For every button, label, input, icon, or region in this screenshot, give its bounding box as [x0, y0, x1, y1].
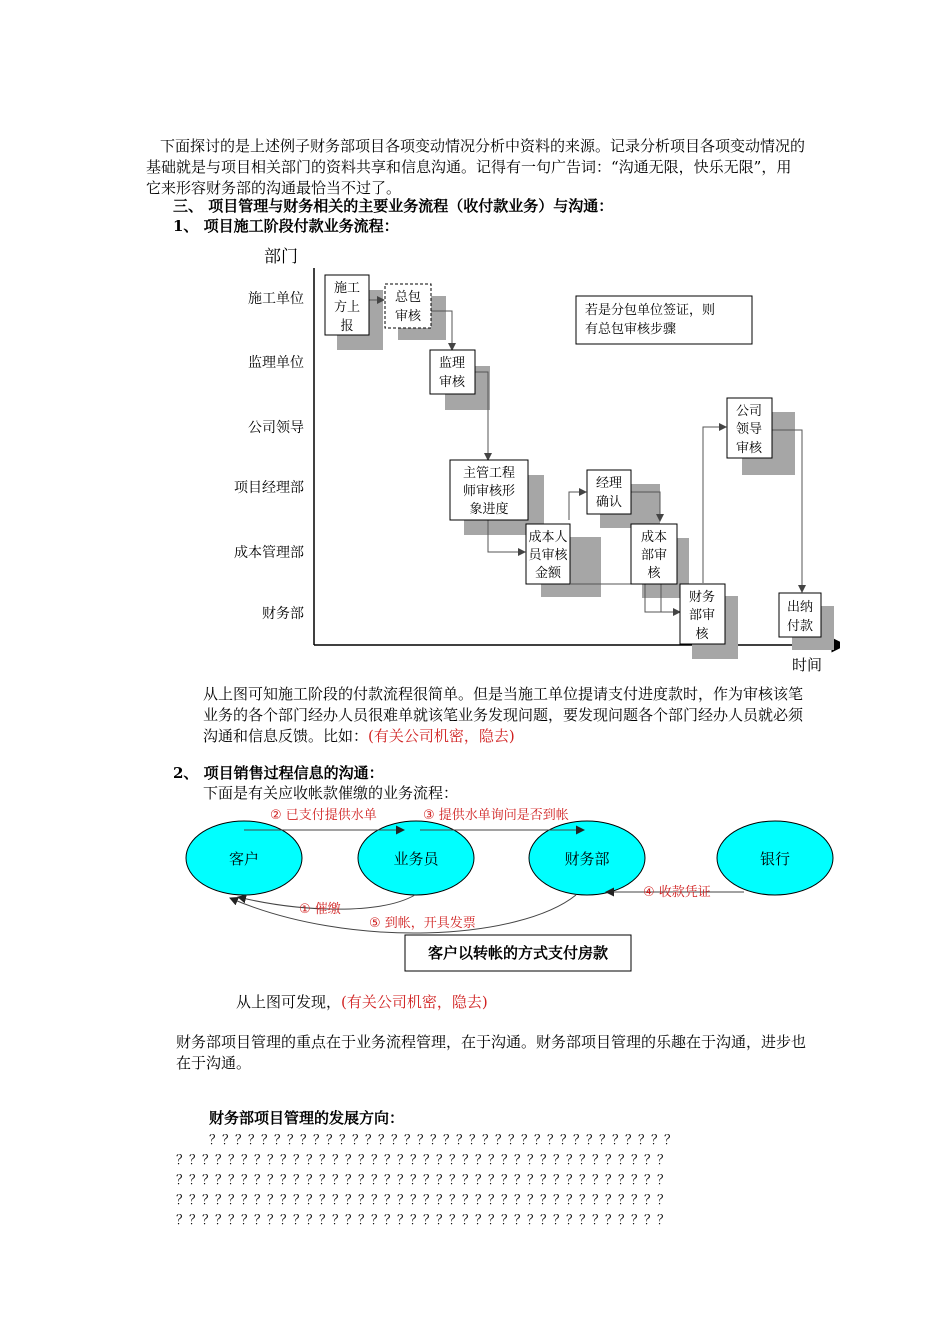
unknown-text-row: ？？？？？？？？？？？？？？？？？？？？？？？？？？？？？？？？？？？？？？ [176, 1153, 671, 1168]
svg-text:确认: 确认 [595, 495, 623, 510]
sub2-intro: 下面是有关应收帐款催缴的业务流程： [203, 784, 459, 802]
secret-note: (有关公司机密，隐去) [368, 727, 515, 745]
svg-text:客户: 客户 [228, 850, 260, 868]
sub2-title: 2、 项目销售过程信息的沟通： [173, 764, 384, 782]
svg-text:成本: 成本 [640, 530, 668, 545]
sub1-title: 1、 项目施工阶段付款业务流程： [173, 217, 399, 235]
unknown-text-row: ？？？？？？？？？？？？？？？？？？？？？？？？？？？？？？？？？？？？？？ [176, 1213, 671, 1228]
step-5-label: ⑤ 到帐，开具发票 [369, 916, 476, 931]
svg-text:象进度: 象进度 [469, 502, 509, 517]
section3-title: 三、 项目管理与财务相关的主要业务流程（收付款业务）与沟通： [173, 197, 614, 215]
svg-text:审核: 审核 [394, 309, 422, 324]
dept-label: 财务部 [262, 606, 304, 622]
svg-text:付款: 付款 [786, 619, 814, 634]
svg-text:核: 核 [695, 627, 709, 642]
svg-text:监理: 监理 [438, 356, 466, 371]
svg-text:公司: 公司 [735, 404, 763, 419]
step-4-label: ④ 收款凭证 [643, 885, 711, 900]
svg-text:方上: 方上 [333, 300, 361, 315]
dept-label: 施工单位 [248, 291, 304, 307]
dept-label: 成本管理部 [234, 545, 304, 561]
payment-flow-chart [220, 238, 840, 678]
svg-text:总包: 总包 [394, 290, 422, 305]
note-line: 有总包审核步骤 [585, 322, 677, 337]
y-axis-label: 部门 [264, 247, 298, 267]
caption-text: 客户以转帐的方式支付房款 [427, 944, 609, 962]
direction-title: 财务部项目管理的发展方向： [209, 1109, 405, 1127]
svg-text:出纳: 出纳 [786, 600, 814, 615]
note-line: 若是分包单位签证，则 [585, 303, 716, 318]
found-paragraph: 从上图可发现，(有关公司机密，隐去) [236, 993, 488, 1011]
svg-text:报: 报 [340, 319, 354, 334]
secret-note: (有关公司机密，隐去) [341, 993, 488, 1011]
svg-text:部审: 部审 [640, 548, 668, 563]
svg-text:主管工程: 主管工程 [462, 466, 516, 481]
summary-paragraph: 财务部项目管理的重点在于业务流程管理，在于沟通。财务部项目管理的乐趣在于沟通，进步也在于沟通。 [176, 1033, 807, 1072]
step-2-label: ② 已支付提供水单 [270, 808, 377, 823]
intro-paragraph: 下面探讨的是上述例子财务部项目各项变动情况分析中资料的来源。记录分析项目各项变动情况的基础就是与项目相关部门的资料共享和信息沟通。记得有一句广告词：“沟通无限，快乐无限”，用它来形容财务部的沟通最恰当不过了。 [146, 137, 806, 197]
svg-text:师审核形: 师审核形 [462, 484, 516, 499]
svg-text:金额: 金额 [534, 566, 562, 581]
svg-text:领导: 领导 [735, 422, 763, 437]
svg-text:审核: 审核 [438, 375, 466, 390]
unknown-text-row: ？？？？？？？？？？？？？？？？？？？？？？？？？？？？？？？？？？？？？？ [176, 1193, 671, 1208]
after-flow-paragraph: 从上图可知施工阶段的付款流程很简单。但是当施工单位提请支付进度款时，作为审核该笔业务的各个部门经办人员很难单就该笔业务发现问题，要发现问题各个部门经办人员就必须沟通和信息反馈。比如：(有关公司机密，隐去) [203, 685, 804, 745]
svg-text:部审: 部审 [688, 608, 716, 623]
svg-text:财务部: 财务部 [564, 850, 610, 868]
svg-text:经理: 经理 [595, 476, 623, 491]
dept-label: 公司领导 [248, 420, 304, 436]
svg-text:成本人: 成本人 [528, 530, 568, 545]
svg-text:审核: 审核 [735, 441, 763, 456]
step-1-label: ① 催缴 [299, 902, 341, 917]
svg-text:员审核: 员审核 [528, 548, 568, 563]
unknown-text-row: ？？？？？？？？？？？？？？？？？？？？？？？？？？？？？？？？？？？？ [209, 1133, 678, 1148]
step-3-label: ③ 提供水单询问是否到帐 [423, 808, 569, 823]
sales-flow-diagram [180, 800, 840, 980]
svg-text:施工: 施工 [333, 281, 361, 296]
svg-text:核: 核 [647, 566, 661, 581]
x-axis-label: 时间 [792, 656, 823, 674]
svg-text:业务员: 业务员 [393, 850, 439, 868]
dept-label: 监理单位 [248, 355, 304, 371]
dept-label: 项目经理部 [234, 480, 304, 496]
svg-text:财务: 财务 [688, 590, 716, 605]
unknown-text-row: ？？？？？？？？？？？？？？？？？？？？？？？？？？？？？？？？？？？？？？ [176, 1173, 671, 1188]
svg-text:银行: 银行 [759, 850, 791, 868]
